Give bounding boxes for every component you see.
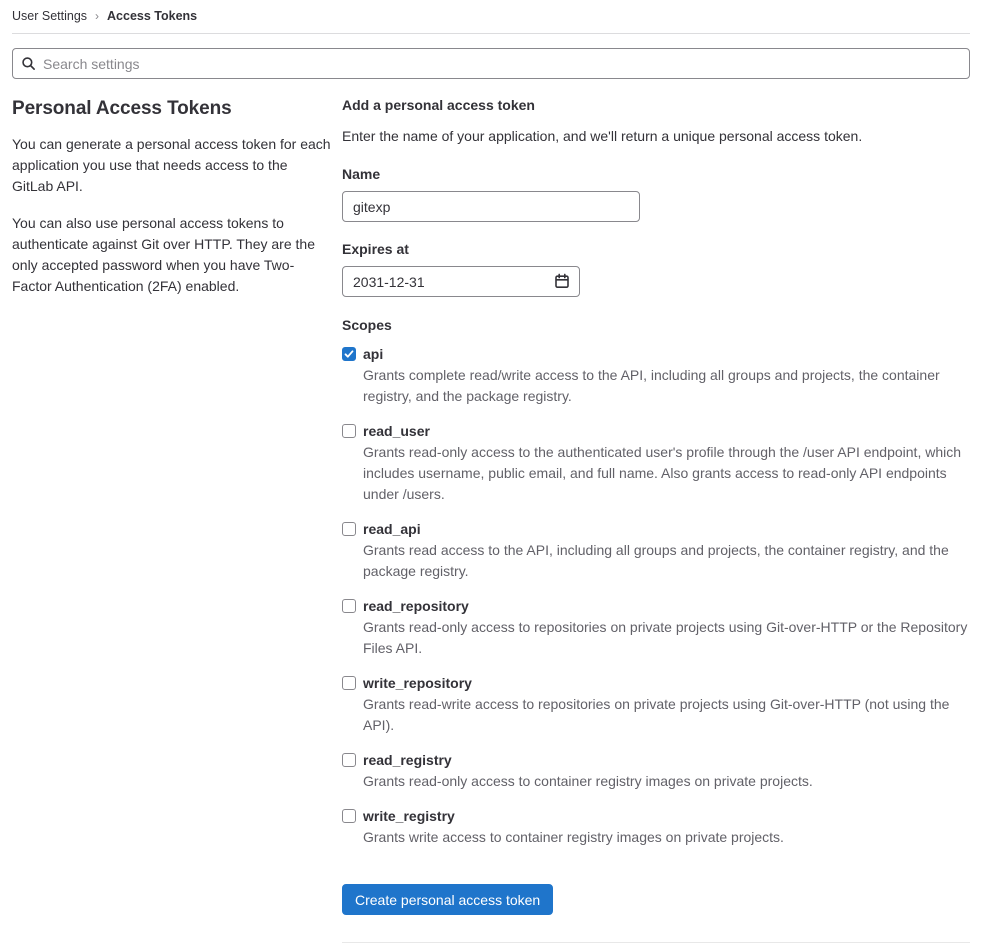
scope-name-label: read_user — [363, 423, 430, 439]
scope-description: Grants write access to container registry images on private projects. — [363, 829, 784, 845]
description-paragraph-1: You can generate a personal access token for each application you use that needs access to the GitLab API. — [12, 136, 331, 194]
search-input[interactable] — [12, 48, 970, 79]
scope-name-label: read_repository — [363, 598, 469, 614]
scope-row-read_registry[interactable] — [342, 752, 970, 768]
scope-item-read_repository — [342, 598, 970, 659]
expires-at-label: Expires at — [342, 241, 409, 257]
scope-name-label: read_registry — [363, 752, 452, 768]
scope-name-label: read_api — [363, 521, 421, 537]
scope-item-read_api — [342, 521, 970, 582]
scope-name-label: api — [363, 346, 384, 362]
form-title: Add a personal access token — [342, 97, 535, 113]
checkbox-write_registry[interactable] — [342, 809, 356, 823]
create-token-button[interactable]: Create personal access token — [342, 884, 553, 915]
scope-name-label: write_registry — [363, 808, 455, 824]
scopes-list — [342, 346, 970, 848]
scopes-label: Scopes — [342, 317, 392, 333]
search-settings-container — [12, 48, 970, 79]
checkbox-read_user[interactable] — [342, 424, 356, 438]
checkbox-read_api[interactable] — [342, 522, 356, 536]
form-description: Enter the name of your application, and we'll return a unique personal access token. — [342, 128, 863, 144]
scope-description: Grants complete read/write access to the API, including all groups and projects, the container registry, and the package registry. — [363, 367, 940, 404]
breadcrumb-access-tokens: Access Tokens — [107, 9, 198, 23]
scope-description: Grants read-only access to container registry images on private projects. — [363, 773, 813, 789]
scope-row-write_registry[interactable] — [342, 808, 970, 824]
header-divider — [12, 33, 970, 34]
expires-at-input[interactable] — [342, 266, 580, 297]
scope-description: Grants read-only access to the authenticated user's profile through the /user API endpoint, which includes username, public email, and full name. Also grants access to read-only API endpoints under /users. — [363, 444, 962, 502]
scope-name-label: write_repository — [363, 675, 472, 691]
scope-description: Grants read access to the API, including all groups and projects, the container registry, and the package registry. — [363, 542, 949, 579]
checkbox-read_registry[interactable] — [342, 753, 356, 767]
content-columns — [12, 97, 970, 943]
chevron-right-icon: › — [95, 9, 100, 23]
token-name-input[interactable] — [342, 191, 640, 222]
scope-item-read_registry — [342, 752, 970, 792]
name-label: Name — [342, 166, 381, 182]
breadcrumb — [12, 0, 970, 33]
section-divider — [342, 942, 970, 943]
scope-description: Grants read-write access to repositories on private projects using Git-over-HTTP (not using the API). — [363, 696, 950, 733]
breadcrumb-user-settings[interactable]: User Settings — [12, 9, 88, 23]
scope-item-read_user — [342, 423, 970, 505]
section-description — [12, 97, 331, 943]
scope-row-read_repository[interactable] — [342, 598, 970, 614]
scope-description: Grants read-only access to repositories on private projects using Git-over-HTTP or the Repository Files API. — [363, 619, 968, 656]
scope-item-write_repository — [342, 675, 970, 736]
scope-row-read_user[interactable] — [342, 423, 970, 439]
description-paragraph-2: You can also use personal access tokens to authenticate against Git over HTTP. They are the only accepted password when you have Two-Factor Authentication (2FA) enabled. — [12, 215, 315, 294]
check-icon — [344, 349, 354, 359]
checkbox-write_repository[interactable] — [342, 676, 356, 690]
scope-item-write_registry — [342, 808, 970, 848]
scope-item-api — [342, 346, 970, 407]
checkbox-read_repository[interactable] — [342, 599, 356, 613]
scope-row-api[interactable] — [342, 346, 970, 362]
add-token-form — [342, 97, 970, 943]
scope-row-read_api[interactable] — [342, 521, 970, 537]
scope-row-write_repository[interactable] — [342, 675, 970, 691]
checkbox-api[interactable] — [342, 347, 356, 361]
page-title: Personal Access Tokens — [12, 98, 232, 119]
expires-at-container — [342, 266, 580, 297]
